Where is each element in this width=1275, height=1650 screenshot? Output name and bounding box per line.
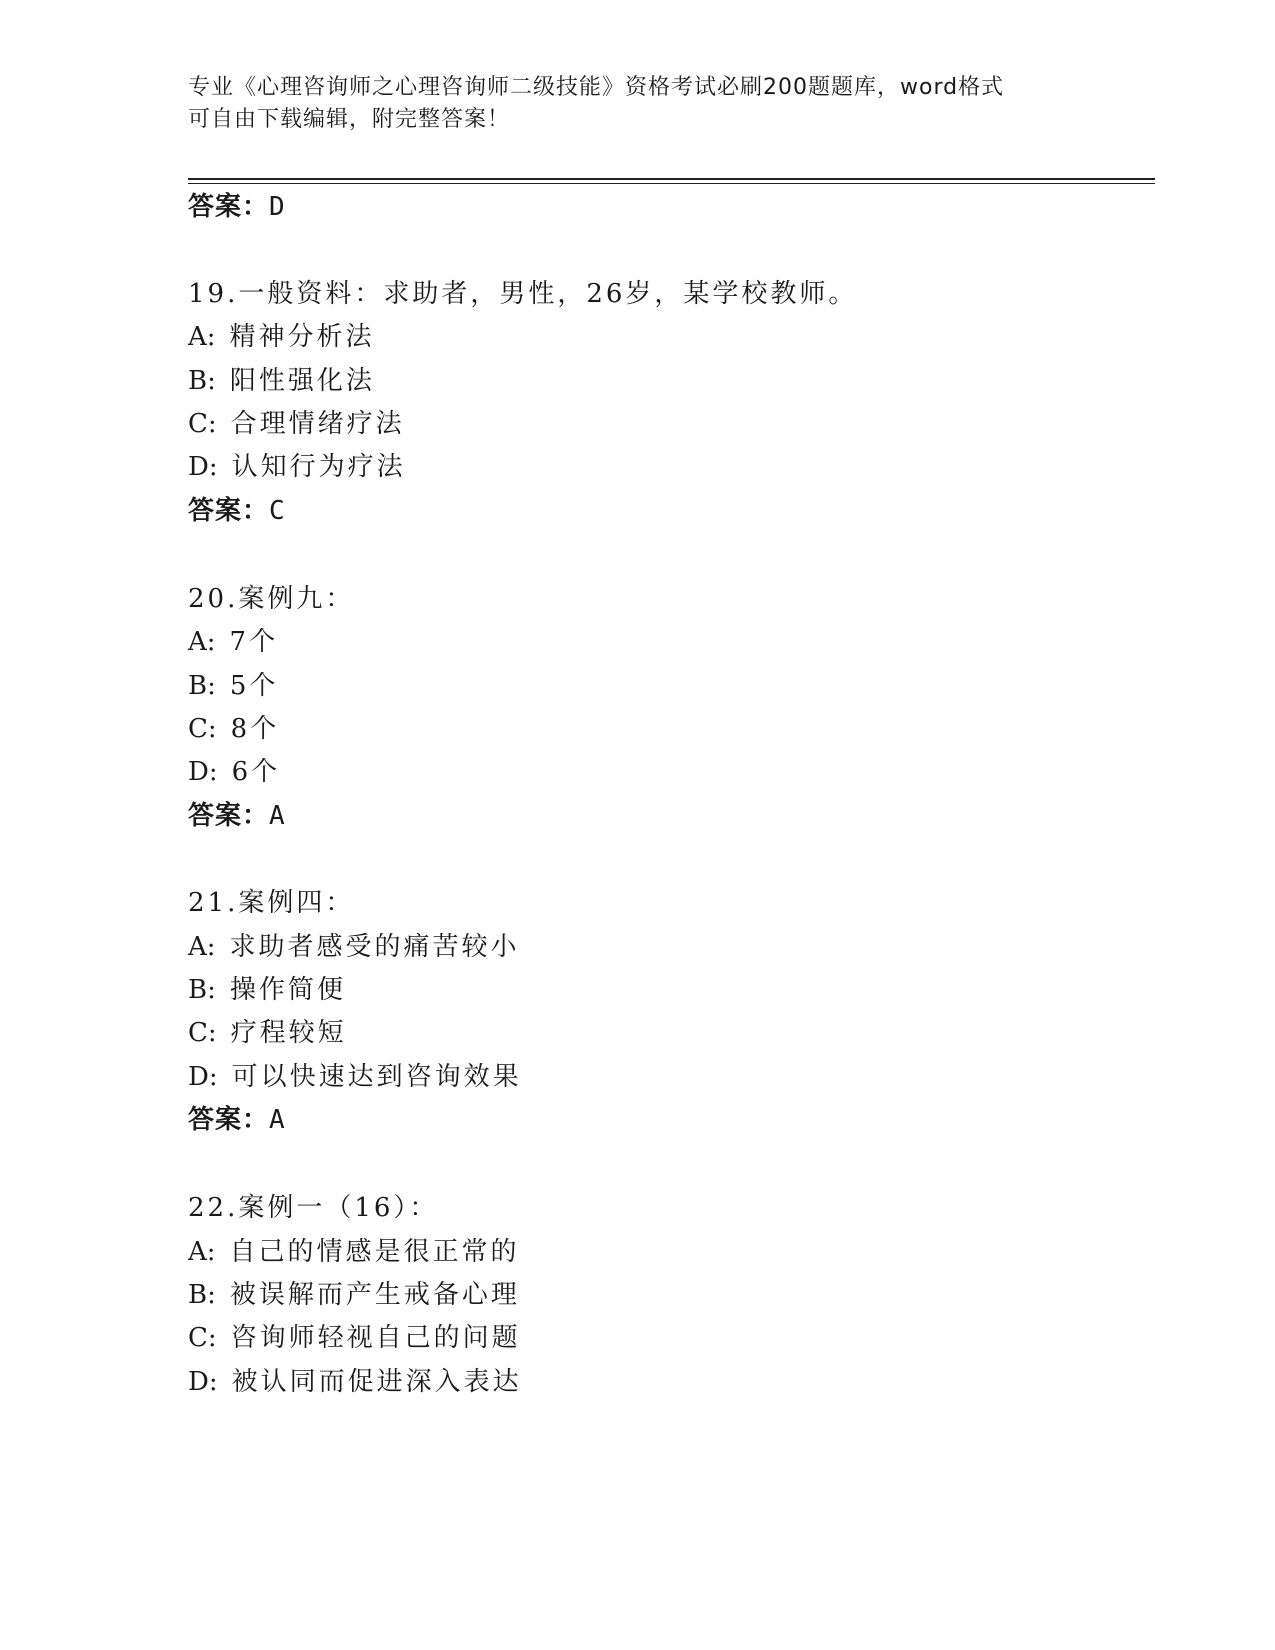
answer-label: 答案： <box>188 801 270 831</box>
option-text: 7个 <box>229 627 279 657</box>
option-text: 认知行为疗法 <box>231 452 406 482</box>
header-title-line-2: 可自由下载编辑，附完整答案！ <box>188 107 511 132</box>
option-text: 咨询师轻视自己的问题 <box>230 1323 521 1353</box>
option-text: 可以快速达到咨询效果 <box>231 1062 522 1092</box>
option-line <box>188 1321 521 1355</box>
option-text: 5个 <box>229 671 279 701</box>
header-divider-thick <box>188 178 1155 180</box>
answer-label: 答案： <box>188 192 270 222</box>
option-key: C: <box>188 1323 217 1353</box>
answer-value: D <box>269 192 286 222</box>
option-text: 自己的情感是很正常的 <box>229 1237 520 1267</box>
answer-line <box>188 190 286 224</box>
option-line <box>188 712 279 746</box>
question-stem: 22.案例一（16）： <box>188 1193 439 1223</box>
question-stem: 21.案例四： <box>188 888 355 918</box>
question-stem: 20.案例九： <box>188 584 355 614</box>
option-text: 8个 <box>230 714 280 744</box>
answer-label: 答案： <box>188 496 270 526</box>
option-key: C: <box>188 1018 217 1048</box>
option-key: D: <box>188 757 218 787</box>
option-line <box>188 450 406 484</box>
option-line <box>188 1235 520 1269</box>
answer-line <box>188 1103 286 1137</box>
option-text: 被认同而促进深入表达 <box>231 1367 522 1397</box>
option-line <box>188 669 278 703</box>
answer-label: 答案： <box>188 1105 270 1135</box>
page-header <box>188 72 1088 136</box>
option-key: B: <box>188 1280 216 1310</box>
option-text: 精神分析法 <box>229 322 375 352</box>
option-key: C: <box>188 409 217 439</box>
option-line <box>188 755 280 789</box>
answer-value: C <box>269 496 286 526</box>
option-key: B: <box>188 975 216 1005</box>
option-key: B: <box>188 671 216 701</box>
option-text: 被误解而产生戒备心理 <box>229 1280 520 1310</box>
option-text: 疗程较短 <box>230 1018 347 1048</box>
option-text: 合理情绪疗法 <box>230 409 405 439</box>
answer-line <box>188 494 286 528</box>
option-key: A: <box>188 322 216 352</box>
option-line <box>188 1278 520 1312</box>
option-line <box>188 1016 347 1050</box>
header-title-line-1: 专业《心理咨询师之心理咨询师二级技能》资格考试必刷200题题库，word格式 <box>188 75 1005 100</box>
option-line <box>188 625 278 659</box>
option-line <box>188 973 346 1007</box>
option-key: A: <box>188 627 216 657</box>
answer-value: A <box>269 1105 286 1135</box>
option-line <box>188 407 405 441</box>
option-key: D: <box>188 1367 218 1397</box>
question-stem: 19.一般资料：求助者，男性，26岁，某学校教师。 <box>188 279 858 309</box>
option-key: A: <box>188 932 216 962</box>
option-text: 操作简便 <box>229 975 346 1005</box>
option-line <box>188 320 375 354</box>
option-text: 阳性强化法 <box>229 366 375 396</box>
option-line <box>188 1060 522 1094</box>
option-line <box>188 1365 522 1399</box>
answer-line <box>188 799 286 833</box>
option-key: B: <box>188 366 216 396</box>
option-line <box>188 930 520 964</box>
option-key: D: <box>188 452 218 482</box>
answer-value: A <box>269 801 286 831</box>
option-text: 6个 <box>231 757 281 787</box>
option-line <box>188 364 375 398</box>
option-key: C: <box>188 714 217 744</box>
option-text: 求助者感受的痛苦较小 <box>229 932 520 962</box>
option-key: A: <box>188 1237 216 1267</box>
option-key: D: <box>188 1062 218 1092</box>
header-divider-thin <box>188 183 1155 184</box>
